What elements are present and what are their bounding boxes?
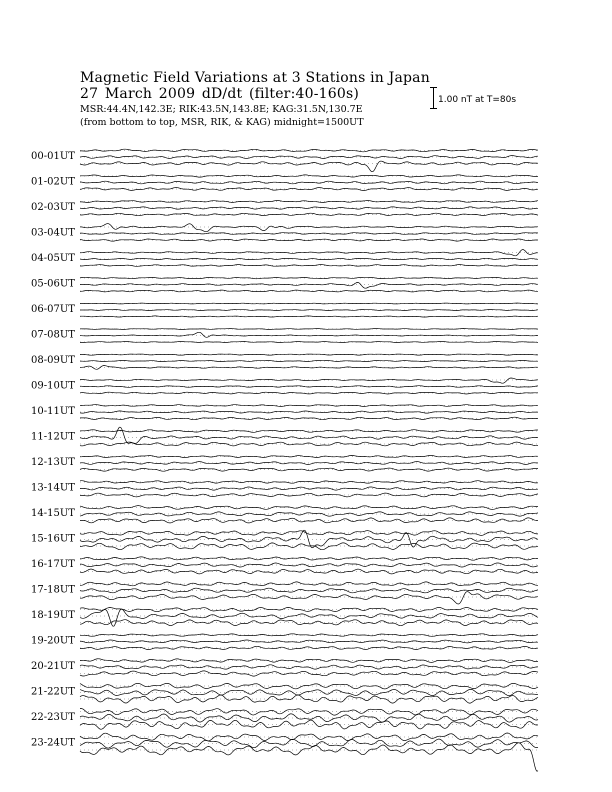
station-trace bbox=[80, 743, 538, 772]
station-trace bbox=[80, 709, 538, 716]
hour-label: 03-04UT bbox=[31, 227, 75, 239]
hour-label: 16-17UT bbox=[31, 559, 75, 570]
hour-label: 04-05UT bbox=[31, 253, 75, 264]
station-trace bbox=[80, 282, 538, 288]
hour-label: 06-07UT bbox=[31, 304, 75, 315]
hour-label: 13-14UT bbox=[31, 482, 75, 494]
station-trace bbox=[80, 224, 538, 232]
hour-label: 19-20UT bbox=[31, 635, 75, 647]
hour-label: 11-12UT bbox=[31, 431, 75, 443]
chart-title: Magnetic Field Variations at 3 Stations in Japan bbox=[80, 70, 430, 86]
hour-label: 21-22UT bbox=[31, 686, 75, 698]
station-trace bbox=[80, 530, 538, 548]
station-trace bbox=[80, 592, 538, 604]
hour-label: 02-03UT bbox=[31, 202, 75, 213]
station-trace bbox=[80, 720, 538, 729]
hour-label: 14-15UT bbox=[31, 508, 75, 519]
hour-label: 01-02UT bbox=[31, 176, 75, 188]
hour-label: 22-23UT bbox=[31, 712, 75, 723]
hour-label: 09-10UT bbox=[31, 380, 75, 392]
hour-label: 07-08UT bbox=[31, 329, 75, 341]
station-trace bbox=[80, 468, 538, 471]
hour-label: 23-24UT bbox=[31, 737, 75, 749]
station-trace bbox=[80, 543, 538, 550]
hour-label: 12-13UT bbox=[31, 457, 75, 468]
scale-label: 1.00 nT at T=80s bbox=[438, 95, 517, 105]
hour-label: 18-19UT bbox=[31, 610, 75, 621]
station-trace bbox=[80, 161, 538, 172]
hour-label: 20-21UT bbox=[31, 661, 75, 672]
hour-label: 00-01UT bbox=[31, 151, 75, 162]
hour-label: 15-16UT bbox=[31, 533, 75, 545]
station-trace bbox=[80, 332, 538, 337]
station-trace bbox=[80, 354, 538, 355]
station-trace bbox=[80, 620, 538, 626]
hour-label: 05-06UT bbox=[31, 278, 75, 290]
trace-order-note: (from bottom to top, MSR, RIK, & KAG) midnight=1500UT bbox=[80, 117, 364, 128]
hour-label: 17-18UT bbox=[31, 584, 75, 596]
station-coordinates: MSR:44.4N,142.3E; RIK:43.5N,143.8E; KAG:31.5N,130.7E bbox=[80, 104, 363, 115]
chart-date-line: 27 March 2009 dD/dt (filter:40-160s) bbox=[80, 86, 359, 102]
station-trace bbox=[80, 378, 538, 383]
hour-label: 08-09UT bbox=[31, 355, 75, 366]
hour-label: 10-11UT bbox=[31, 406, 75, 417]
